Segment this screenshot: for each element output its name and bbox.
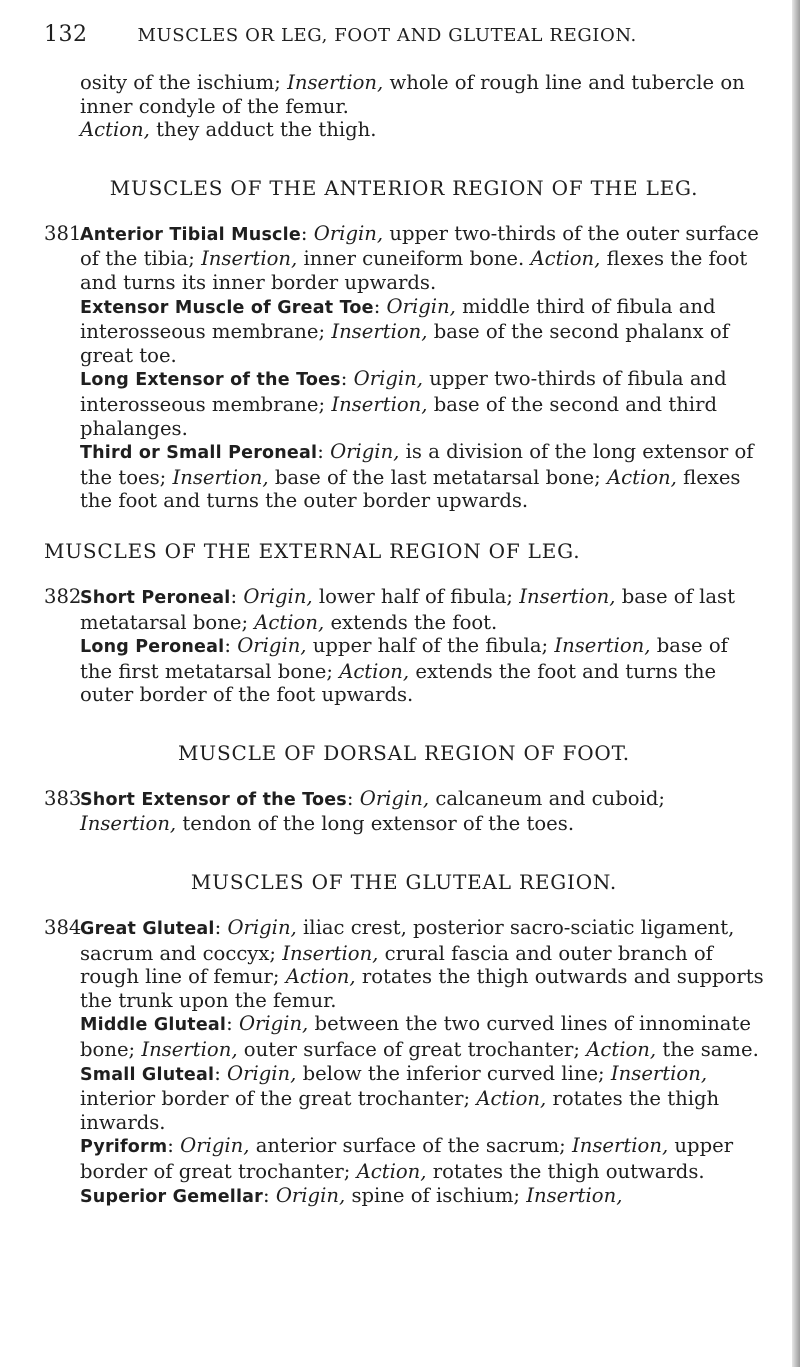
muscle-entry-group [44, 584, 764, 707]
muscle-entry: Small Gluteal: Origin, below the inferior curved line; Insertion, interior border of the great trochanter; Action, rotates the thigh inwards. [80, 1061, 720, 1134]
section-heading: MUSCLES OF THE ANTERIOR REGION OF THE LEG. [109, 175, 699, 200]
muscle-entry: Long Peroneal: Origin, upper half of the fibula; Insertion, base of the first metatarsal bone; Action, extends the foot and turns the outer border of the foot upwards. [80, 634, 728, 707]
muscle-entry: Third or Small Peroneal: Origin, is a division of the long extensor of the toes; Insertion, base of the last metatarsal bone; Action, flexes the foot and turns the outer border upwards. [80, 440, 754, 513]
running-title: MUSCLES OR LEG, FOOT AND GLUTEAL REGION. [137, 25, 637, 46]
muscle-entry: Extensor Muscle of Great Toe: Origin, middle third of fibula and interosseous membrane; Insertion, base of the second phalanx of great toe. [80, 294, 729, 367]
continuation-paragraph: osity of the ischium; Insertion, whole of rough line and tubercle on inner condyle of the femur. Action, they adduct the thigh. [80, 71, 745, 142]
muscle-entry: Anterior Tibial Muscle: Origin, upper two-thirds of the outer surface of the tibia; Insertion, inner cuneiform bone. Action, flexes the foot and turns its inner border upwards. [80, 221, 759, 294]
page-number: 132 [44, 22, 88, 47]
entry-number: 382 [44, 584, 82, 608]
muscle-entry: Short Peroneal: Origin, lower half of fibula; Insertion, base of last metatarsal bone; Action, extends the foot. [80, 584, 735, 634]
page-edge-shadow [792, 0, 800, 1367]
muscle-entry: Pyriform: Origin, anterior surface of the sacrum; Insertion, upper border of great trochanter; Action, rotates the thigh outwards. [80, 1134, 734, 1183]
muscle-entry: Long Extensor of the Toes: Origin, upper two-thirds of fibula and interosseous membrane; Insertion, base of the second and third phalanges. [80, 367, 727, 440]
entry-number: 384 [44, 916, 82, 940]
section-heading: MUSCLES OF THE GLUTEAL REGION. [190, 870, 618, 895]
running-header [44, 22, 764, 47]
muscle-entry-group [44, 916, 764, 1209]
muscle-entry: Middle Gluteal: Origin, between the two curved lines of innominate bone; Insertion, outer surface of great trochanter; Action, the same. [80, 1012, 759, 1062]
section-heading: MUSCLE OF DORSAL REGION OF FOOT. [178, 740, 630, 765]
section-heading: MUSCLES OF THE EXTERNAL REGION OF LEG. [44, 538, 581, 563]
muscle-entry: Short Extensor of the Toes: Origin, calcaneum and cuboid; Insertion, tendon of the long extensor of the toes. [80, 786, 665, 836]
muscle-entry-group [44, 221, 764, 513]
entry-number: 381 [44, 221, 82, 245]
muscle-entry-group [44, 786, 764, 836]
muscle-entry: Superior Gemellar: Origin, spine of ischium; Insertion, [80, 1183, 623, 1207]
entry-number: 383 [44, 786, 82, 810]
muscle-entry: Great Gluteal: Origin, iliac crest, posterior sacro-sciatic ligament, sacrum and coccyx; Insertion, crural fascia and outer branch of rough line of femur; Action, rotates the thigh outwards and supports the trunk upon the femur. [80, 916, 764, 1012]
